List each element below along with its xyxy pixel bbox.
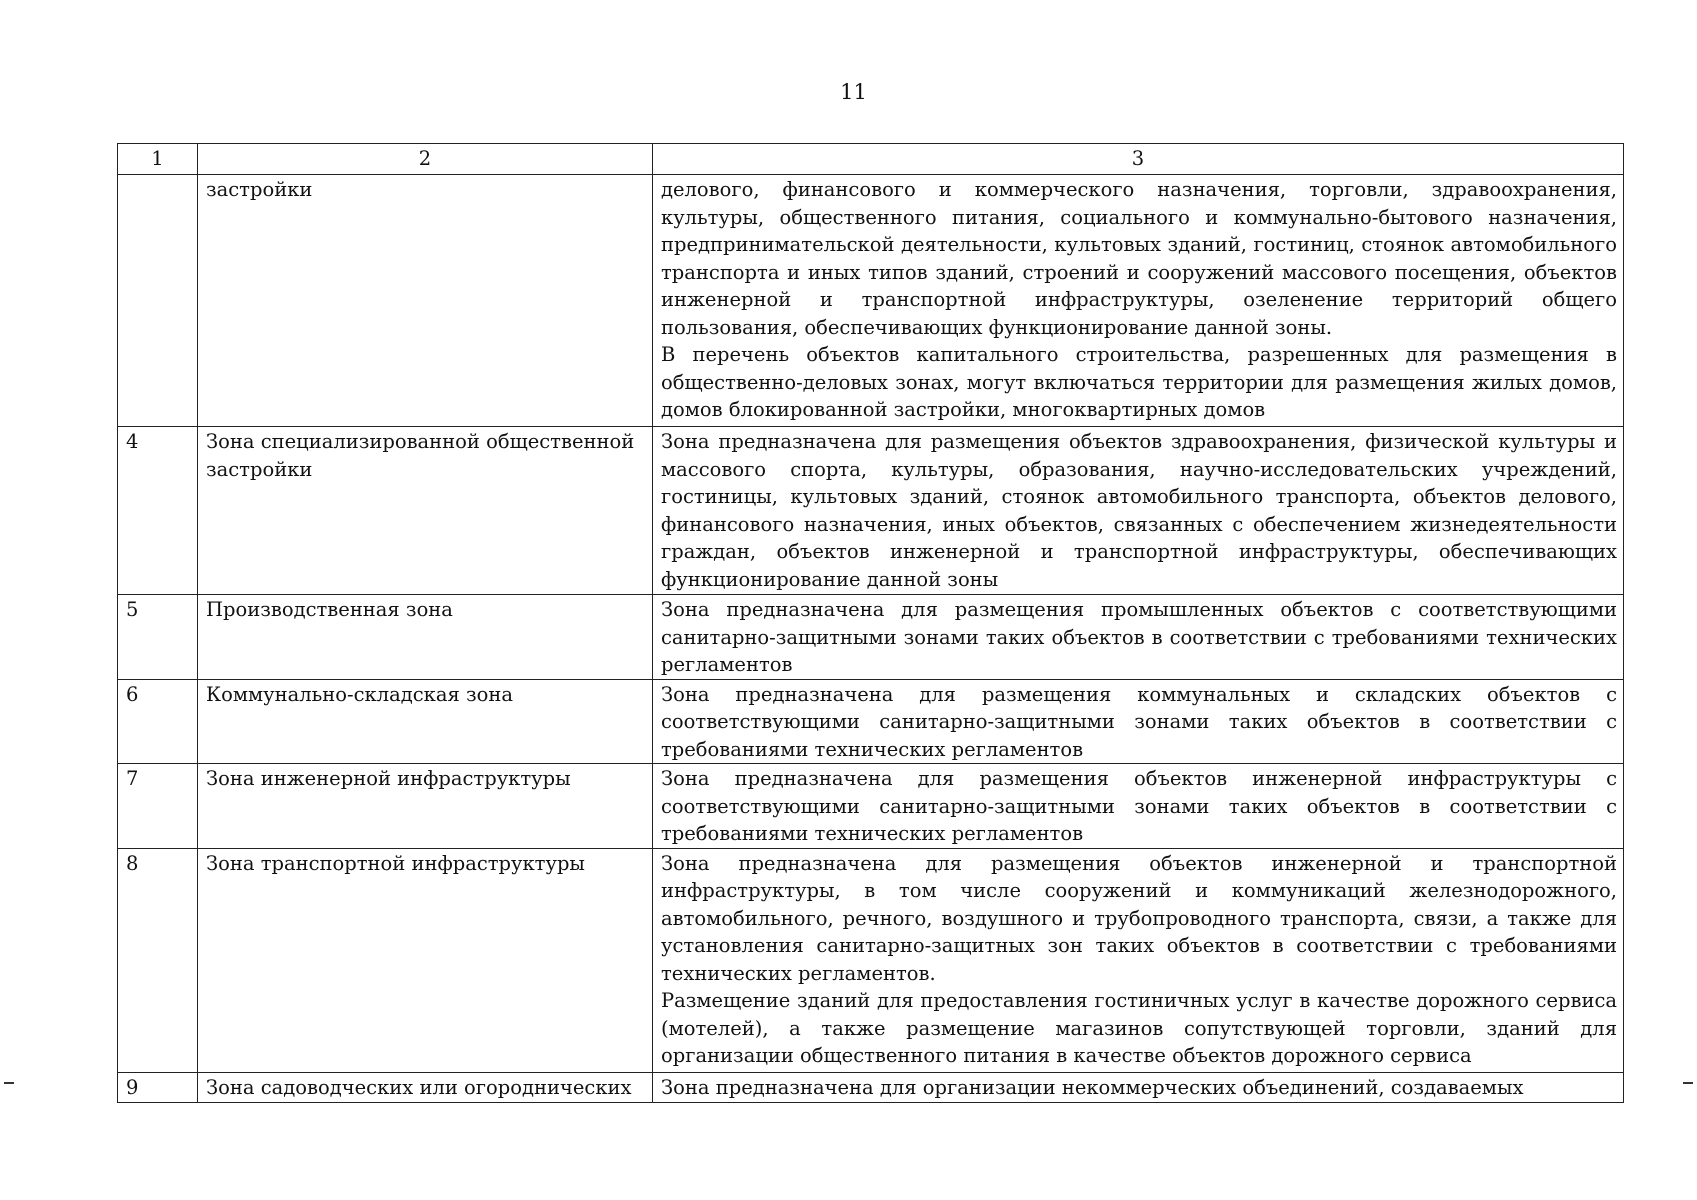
table-row (118, 679, 1624, 764)
zone-description (653, 1072, 1624, 1102)
zone-name: Коммунально-складская зона (198, 679, 653, 764)
zone-name: Зона специализированной общественной застройки (198, 427, 653, 595)
description-paragraph: Размещение зданий для предоставления гостиничных услуг в качестве дорожного сервиса (мотелей), а также размещение магазинов сопутствующей торговли, зданий для организации общественного питания в качестве объектов дорожного сервиса (661, 989, 1617, 1067)
row-number (118, 175, 198, 427)
description-paragraph: Зона предназначена для размещения объектов инженерной и транспортной инфраструктуры, в том числе сооружений и коммуникаций железнодорожного, автомобильного, речного, воздушного и трубопроводного транспорта, связи, а также для установления санитарно-защитных зон таких объектов в соответствии с требованиями технических регламентов. (661, 851, 1617, 985)
table-row (118, 175, 1624, 427)
description-paragraph: Зона предназначена для организации некоммерческих объединений, создаваемых (661, 1075, 1524, 1099)
zone-description (653, 175, 1624, 427)
description-paragraph: Зона предназначена для размещения объектов здравоохранения, физической культуры и массового спорта, культуры, образования, научно-исследовательских учреждений, гостиницы, культовых зданий, стоянок автомобильного транспорта, объектов делового, финансового назначения, иных объектов, связанных с обеспечением жизнедеятельности граждан, объектов инженерной и транспортной инфраструктуры, обеспечивающих функционирование данной зоны (661, 430, 1617, 591)
row-number: 6 (118, 679, 198, 764)
table-row (118, 427, 1624, 595)
table-row (118, 1072, 1624, 1102)
left-margin-mark (4, 1082, 14, 1084)
zone-name: Зона инженерной инфраструктуры (198, 764, 653, 849)
header-col-1: 1 (118, 144, 198, 175)
zone-description (653, 764, 1624, 849)
zone-description (653, 848, 1624, 1072)
row-number: 5 (118, 595, 198, 680)
row-number: 4 (118, 427, 198, 595)
table-row (118, 764, 1624, 849)
description-paragraph: Зона предназначена для размещения промышленных объектов с соответствующими санитарно-защитными зонами таких объектов в соответствии с требованиями технических регламентов (661, 598, 1617, 676)
header-col-2: 2 (198, 144, 653, 175)
header-row (118, 144, 1624, 175)
zone-description (653, 427, 1624, 595)
description-paragraph: Зона предназначена для размещения коммунальных и складских объектов с соответствующими санитарно-защитными зонами таких объектов в соответствии с требованиями технических регламентов (661, 682, 1617, 761)
description-paragraph: В перечень объектов капитального строительства, разрешенных для размещения в общественно-деловых зонах, могут включаться территории для размещения жилых домов, домов блокированной застройки, многоквартирных домов (661, 343, 1617, 421)
row-number: 7 (118, 764, 198, 849)
zone-name: застройки (198, 175, 653, 427)
page-number: 11 (840, 80, 867, 104)
description-paragraph: делового, финансового и коммерческого назначения, торговли, здравоохранения, культуры, общественного питания, социального и коммунально-бытового назначения, предпринимательской деятельности, культовых зданий, гостиниц, стоянок автомобильного транспорта и иных типов зданий, строений и сооружений массового посещения, объектов инженерной и транспортной инфраструктуры, озеленение территорий общего пользования, обеспечивающих функционирование данной зоны. (661, 178, 1617, 339)
table-row (118, 848, 1624, 1072)
zone-name: Производственная зона (198, 595, 653, 680)
zone-name: Зона садоводческих или огороднических (198, 1072, 653, 1102)
row-number: 9 (118, 1072, 198, 1102)
zone-name: Зона транспортной инфраструктуры (198, 848, 653, 1072)
zone-description (653, 679, 1624, 764)
header-col-3: 3 (653, 144, 1624, 175)
description-paragraph: Зона предназначена для размещения объектов инженерной инфраструктуры с соответствующими санитарно-защитными зонами таких объектов в соответствии с требованиями технических регламентов (661, 767, 1617, 845)
right-margin-mark (1683, 1082, 1693, 1084)
row-number: 8 (118, 848, 198, 1072)
zone-description (653, 595, 1624, 680)
table-row (118, 595, 1624, 680)
zones-table (117, 143, 1624, 1103)
